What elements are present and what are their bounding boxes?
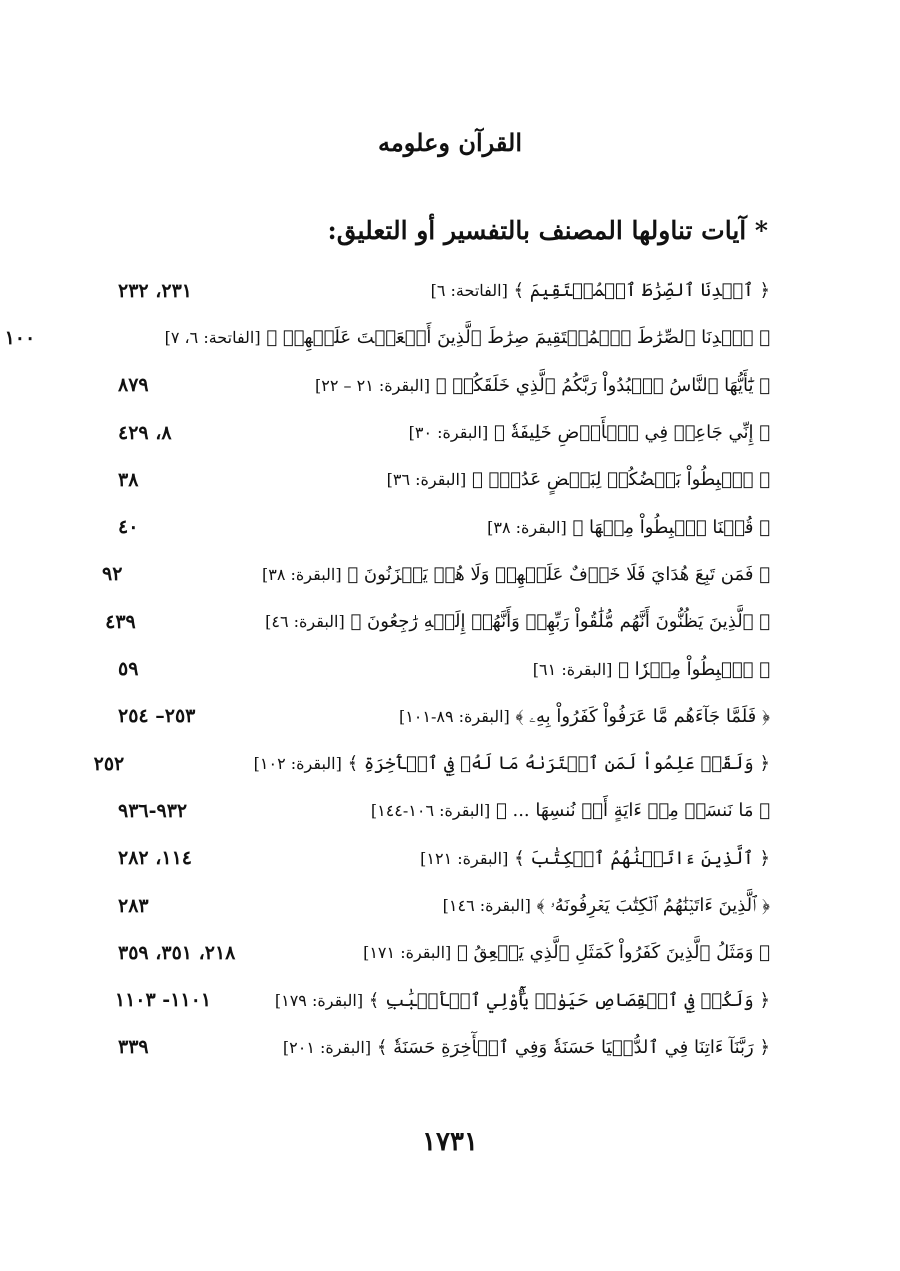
verse-reference: [البقرة: ٦١] [532, 659, 613, 679]
page-references: ١١٤، ٢٨٢ [118, 847, 192, 870]
page-references: ٢٨٣ [118, 894, 149, 917]
verse-text: ﴿ ٱهۡبِطُواْ مِصۡرٗا ﴾ [618, 658, 770, 680]
verse-text: ﴿ ٱلَّذِينَ يَظُنُّونَ أَنَّهُم مُّلَٰقُواْ رَبِّهِمۡ وَأَنَّهُمۡ إِلَيۡهِ رَٰجِعُونَ ﴾ [350, 611, 770, 633]
verse-text: ﴿ وَمَثَلُ ٱلَّذِينَ كَفَرُواْ كَمَثَلِ ٱلَّذِي يَنۡعِقُ ﴾ [457, 942, 770, 964]
list-item [118, 267, 770, 314]
verse-text: ﴿ يَٰٓأَيُّهَا ٱلنَّاسُ ٱعۡبُدُواْ رَبَّكُمُ ٱلَّذِي خَلَقَكُمۡ ﴾ [435, 374, 770, 396]
verse-reference: [الفاتحة: ٦] [430, 281, 508, 301]
verse-reference: [البقرة: ١٠٢] [253, 754, 342, 774]
verse-citation [363, 942, 770, 963]
page-references: ٢٥٣– ٢٥٤ [118, 705, 196, 728]
verse-text: ﴿ قُلۡنَا ٱهۡبِطُواْ مِنۡهَا ﴾ [572, 516, 770, 538]
verse-reference: [البقرة: ٢١ – ٢٢] [315, 375, 430, 395]
verse-index-list [4, 267, 770, 1071]
verse-citation [315, 375, 770, 396]
verse-reference: [البقرة: ٣٨] [262, 564, 342, 584]
verse-citation [420, 848, 770, 869]
list-item [105, 598, 770, 645]
verse-citation [165, 327, 770, 348]
verse-reference: [البقرة: ١٢١] [420, 848, 509, 868]
verse-reference: [البقرة: ٣٠] [408, 423, 489, 443]
verse-text: ﴿ رَبَّنَآ ءَاتِنَا فِي ٱلدُّنۡيَا حَسَنَةٗ وَفِي ٱلۡأٓخِرَةِ حَسَنَةٗ ﴾ [376, 1036, 770, 1058]
verse-text: ﴿ إِنِّي جَاعِلٞ فِي ٱلۡأَرۡضِ خَلِيفَةٗ ﴾ [493, 422, 770, 444]
verse-text: ﴿ فَمَن تَبِعَ هُدَايَ فَلَا خَوۡفٌ عَلَيۡهِمۡ وَلَا هُمۡ يَحۡزَنُونَ ﴾ [347, 563, 770, 585]
page-references: ١٠٠ [4, 326, 36, 349]
page-number: ١٧٣١ [422, 1127, 478, 1157]
verse-text: ﴿ ٱلَّذِينَ ءَاتَيۡنَٰهُمُ ٱلۡكِتَٰبَ يَعۡرِفُونَهُۥ ﴾ [536, 895, 770, 916]
page-references: ٣٨ [118, 468, 139, 491]
list-item [118, 456, 770, 503]
verse-reference: [البقرة: ١٤٦] [442, 896, 531, 915]
page-references: ٢٥٢ [93, 752, 125, 775]
verse-citation [399, 706, 770, 727]
page-references: ٩٢ [102, 563, 123, 586]
list-item [4, 314, 770, 361]
page-references: ٤٣٩ [105, 610, 136, 633]
verse-text: ﴿ وَلَقَدۡ عَلِمُواْ لَمَنِ ٱشۡتَرَىٰهُ مَا لَهُۥ فِي ٱلۡأٓخِرَةِ ﴾ [347, 753, 770, 775]
verse-reference: [البقرة: ١٠٦-١٤٤] [370, 801, 491, 821]
list-item [118, 787, 770, 834]
verse-citation [262, 564, 770, 585]
list-item [118, 1024, 770, 1071]
verse-citation [431, 280, 770, 301]
verse-reference: [البقرة: ٢٠١] [282, 1037, 372, 1057]
list-item [118, 409, 770, 456]
verse-reference: [البقرة: ٣٦] [386, 470, 467, 490]
section-heading: * آيات تناولها المصنف بالتفسير أو التعليق: [327, 216, 768, 245]
page-references: ٣٣٩ [118, 1036, 149, 1059]
list-item [93, 740, 770, 787]
page-title: القرآن وعلومه [378, 128, 522, 157]
verse-citation [265, 611, 770, 632]
list-item [118, 645, 770, 692]
verse-citation [487, 517, 770, 538]
list-item [102, 551, 770, 598]
verse-citation [443, 895, 770, 916]
verse-citation [533, 659, 770, 680]
list-item [118, 835, 770, 882]
verse-citation [275, 990, 770, 1011]
verse-text: ﴿ ٱلَّذِينَ ءَاتَيۡنَٰهُمُ ٱلۡكِتَٰبَ ﴾ [514, 847, 770, 869]
page-references: ١١٠١- ١١٠٣ [114, 989, 212, 1012]
verse-text: ﴿ مَا نَنسَخۡ مِنۡ ءَايَةٍ أَوۡ نُنسِهَا ... ﴾ [495, 800, 770, 822]
page-references: ٤٠ [118, 516, 139, 539]
verse-reference: [البقرة: ٨٩-١٠١] [398, 706, 510, 726]
verse-text: ﴿ فَلَمَّا جَآءَهُم مَّا عَرَفُواْ كَفَرُواْ بِهِۦ ﴾ [515, 705, 770, 727]
list-item [118, 362, 770, 409]
verse-citation [254, 753, 770, 774]
verse-text: ﴿ ٱهۡبِطُواْ بَعۡضُكُمۡ لِبَعۡضٍ عَدُوّٞ ﴾ [471, 469, 770, 491]
page-references: ٢١٨، ٣٥١، ٣٥٩ [118, 941, 236, 964]
list-item [118, 929, 770, 976]
list-item [114, 976, 770, 1023]
verse-citation [387, 469, 770, 490]
verse-text: ﴿ ٱهۡدِنَا ٱلصِّرَٰطَ ٱلۡمُسۡتَقِيمَ ﴾ [513, 280, 770, 302]
page-references: ٥٩ [118, 658, 139, 681]
verse-reference: [البقرة: ٣٨] [487, 517, 567, 537]
verse-reference: [الفاتحة: ٦، ٧] [164, 328, 261, 348]
verse-reference: [البقرة: ١٧١] [363, 943, 452, 963]
list-item [118, 693, 770, 740]
page-references: ٢٣١، ٢٣٢ [118, 279, 192, 302]
list-item [118, 882, 770, 929]
verse-citation [409, 422, 770, 443]
verse-text: ﴿ ٱهۡدِنَا ٱلصِّرَٰطَ ٱلۡمُسۡتَقِيمَ صِرَٰطَ ٱلَّذِينَ أَنۡعَمۡتَ عَلَيۡهِمۡ ﴾ [266, 327, 770, 349]
verse-reference: [البقرة: ٤٦] [265, 612, 345, 632]
list-item [118, 503, 770, 550]
page-references: ٨٧٩ [118, 374, 149, 397]
page-references: ٩٣٢-٩٣٦ [118, 799, 188, 822]
verse-reference: [البقرة: ١٧٩] [274, 990, 364, 1010]
verse-citation [371, 800, 770, 821]
page-references: ٨، ٤٢٩ [118, 421, 172, 444]
verse-citation [283, 1037, 770, 1058]
verse-text: ﴿ وَلَكُمۡ فِي ٱلۡقِصَاصِ حَيَوٰةٞ يَٰٓأُوْلِي ٱلۡأَلۡبَٰبِ ﴾ [368, 989, 770, 1011]
